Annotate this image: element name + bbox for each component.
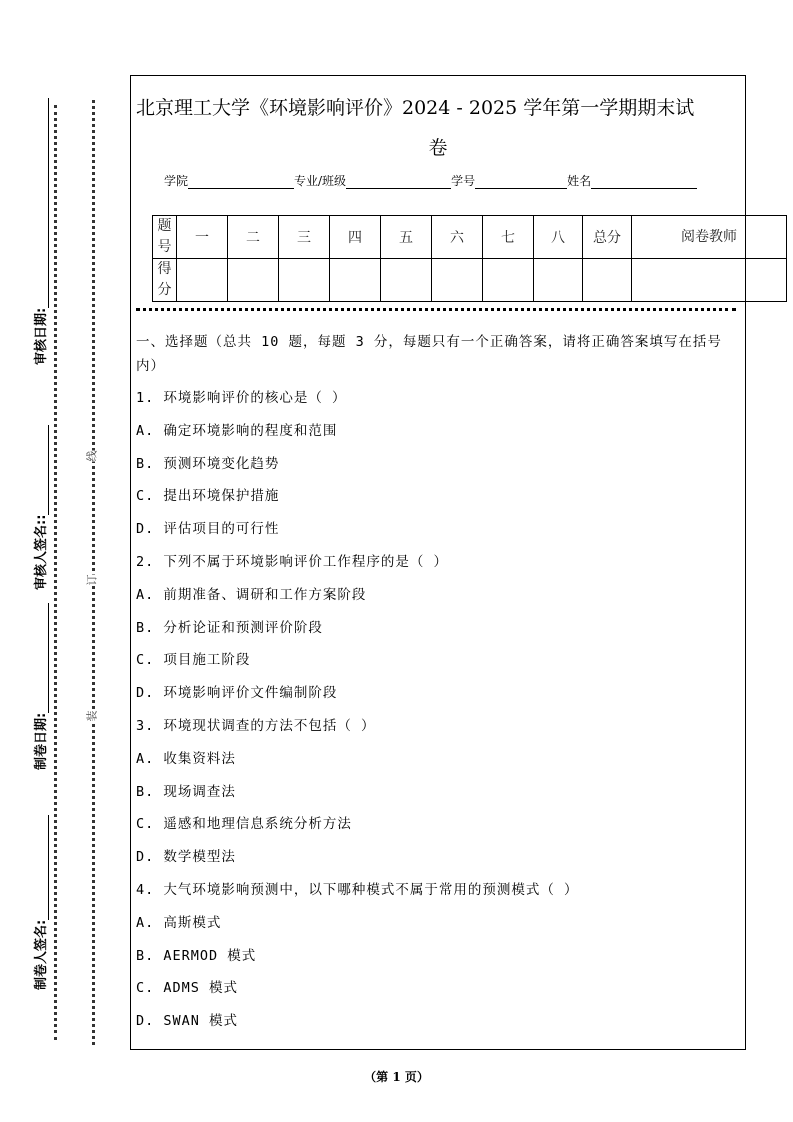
student-id-label: 学号 <box>451 174 476 188</box>
question-stem: 2. 下列不属于环境影响评价工作程序的是（ ） <box>136 553 449 570</box>
score-cell[interactable] <box>534 259 583 302</box>
college-label: 学院 <box>164 174 189 188</box>
answer-option: A. 前期准备、调研和工作方案阶段 <box>136 586 367 603</box>
student-id-input[interactable] <box>475 174 567 189</box>
header-cell: 总分 <box>583 216 632 259</box>
review-date-line[interactable] <box>48 98 49 308</box>
question-lines <box>136 388 736 1044</box>
score-cell[interactable] <box>177 259 228 302</box>
reviewer-sign-line[interactable] <box>48 425 49 515</box>
answer-option: B. 现场调查法 <box>136 783 236 800</box>
binding-char-xian: 线 <box>85 450 99 462</box>
score-row-label: 得分 <box>153 259 177 302</box>
answer-option: C. 提出环境保护措施 <box>136 488 280 505</box>
header-cell: 一 <box>177 216 228 259</box>
review-date-field <box>30 98 49 365</box>
question-body <box>136 330 736 1044</box>
header-cell: 四 <box>330 216 381 259</box>
score-table <box>152 215 787 302</box>
college-input[interactable] <box>188 174 294 189</box>
answer-option: B. 预测环境变化趋势 <box>136 455 280 472</box>
page-number: （第 1 页） <box>364 1070 429 1084</box>
section-heading: 一、选择题（总共 10 题，每题 3 分，每题只有一个正确答案，请将正确答案填写在括号内） <box>136 334 722 374</box>
header-cell: 三 <box>279 216 330 259</box>
header-cell: 六 <box>432 216 483 259</box>
header-cell: 七 <box>483 216 534 259</box>
answer-option: D. 环境影响评价文件编制阶段 <box>136 685 338 702</box>
header-cell: 题号 <box>153 216 177 259</box>
binding-char-ding: 订 <box>85 574 99 586</box>
binding-char-zhuang: 装 <box>85 710 99 722</box>
answer-option: C. 遥感和地理信息系统分析方法 <box>136 816 352 833</box>
make-date-line[interactable] <box>48 603 49 713</box>
separator-dotted <box>136 308 736 311</box>
maker-sign-line[interactable] <box>48 815 49 920</box>
score-cell[interactable] <box>483 259 534 302</box>
answer-option: C. ADMS 模式 <box>136 980 239 997</box>
major-label: 专业/班级 <box>294 174 347 188</box>
title-line2: 卷 <box>428 137 448 159</box>
question-stem: 4. 大气环境影响预测中，以下哪种模式不属于常用的预测模式（ ） <box>136 881 579 898</box>
score-cell[interactable] <box>381 259 432 302</box>
question-stem: 3. 环境现状调查的方法不包括（ ） <box>136 717 376 734</box>
answer-option: C. 项目施工阶段 <box>136 652 251 669</box>
score-cell[interactable] <box>228 259 279 302</box>
review-date-label: 审核日期: <box>34 307 49 365</box>
title-line1: 北京理工大学《环境影响评价》2024 - 2025 学年第一学期期末试 <box>136 97 695 119</box>
make-date-label: 制卷日期: <box>34 712 49 770</box>
answer-option: B. 分析论证和预测评价阶段 <box>136 619 323 636</box>
score-cell[interactable] <box>432 259 483 302</box>
make-date-field <box>30 603 49 770</box>
binding-dotted-line <box>92 100 95 1045</box>
score-cell[interactable] <box>583 259 632 302</box>
answer-option: D. 评估项目的可行性 <box>136 521 280 538</box>
question-stem: 1. 环境影响评价的核心是（ ） <box>136 390 347 406</box>
name-label: 姓名 <box>567 174 592 188</box>
maker-sign-field <box>30 815 49 990</box>
score-header-row <box>153 216 787 259</box>
exam-title <box>136 88 740 168</box>
header-cell: 八 <box>534 216 583 259</box>
reviewer-sign-label: 审核人签名:: <box>34 514 49 590</box>
answer-option: D. SWAN 模式 <box>136 1013 239 1030</box>
outer-dotted-line <box>54 105 57 1040</box>
header-cell: 五 <box>381 216 432 259</box>
score-row <box>153 259 787 302</box>
header-cell: 阅卷教师 <box>632 216 787 259</box>
answer-option: D. 数学模型法 <box>136 849 236 866</box>
answer-option: A. 收集资料法 <box>136 750 236 767</box>
answer-option: B. AERMOD 模式 <box>136 947 257 964</box>
answer-option: A. 确定环境影响的程度和范围 <box>136 422 338 439</box>
student-info <box>164 172 697 189</box>
header-cell: 二 <box>228 216 279 259</box>
major-input[interactable] <box>346 174 451 189</box>
reviewer-sign-field <box>30 425 49 590</box>
score-cell[interactable] <box>330 259 381 302</box>
score-cell[interactable] <box>279 259 330 302</box>
answer-option: A. 高斯模式 <box>136 914 222 931</box>
name-input[interactable] <box>591 174 697 189</box>
maker-sign-label: 制卷人签名: <box>34 919 49 990</box>
score-cell[interactable] <box>632 259 787 302</box>
